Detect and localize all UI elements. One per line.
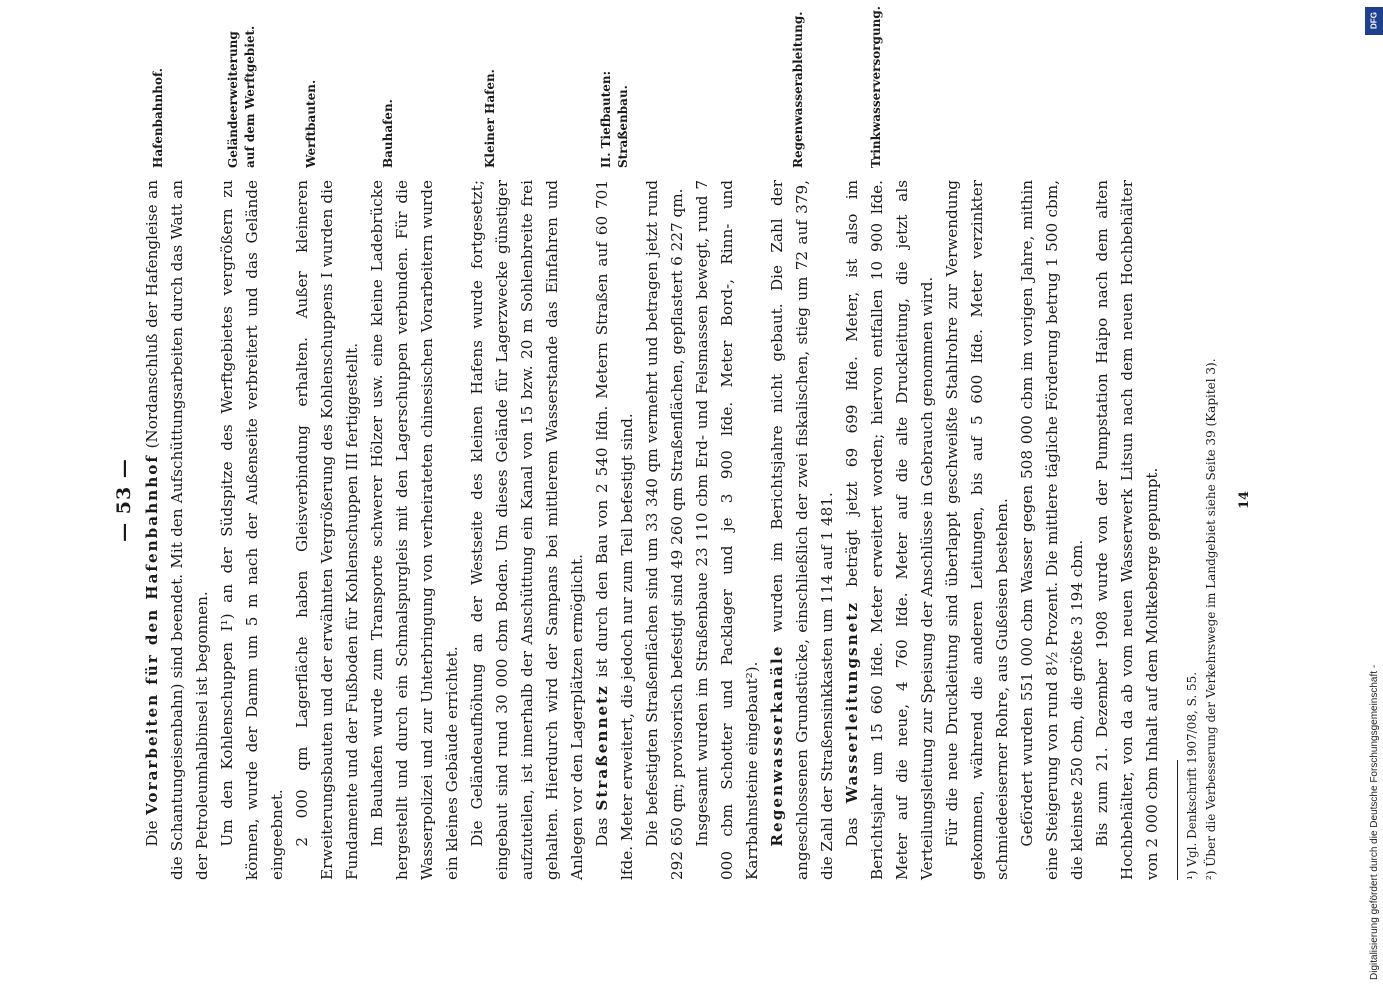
- sheet-number: 14: [1237, 490, 1252, 510]
- paragraph-6: Die befestigten Straßenflächen sind um 33 340 qm vermehrt und betragen jetzt rund 292 650 qm; provisorisch befestigt sind 49 260 qm Straßenflächen, gepflastert 6 227 qm.: [643, 180, 686, 880]
- paragraph-2: 2 000 qm Lagerfläche haben Gleisverbindung erhalten. Außer kleineren Erweiterungsbauten und der erwähnten Vergrößerung des Kohlenschuppens I wurden die Fundamente und der Fußboden für Kohlenschuppen III fertiggestellt.: [293, 180, 361, 880]
- page-number: — 53 —: [113, 458, 135, 542]
- footnote-2: ²) Über die Verbesserung der Verkehrswege im Landgebiet siehe Seite 39 (Kapitel 3).: [1204, 358, 1218, 880]
- paragraph-10: Für die neue Druckleitung sind überlappt geschweißte Stahlrohre zur Verwendung gekommen, während die anderen Leitungen, bis auf 5 600 lfde. Meter verzinkter schmiedeeiserner Rohre, aus Gußeisen bestehen.: [943, 180, 1011, 880]
- spaced-term: Vorarbeiten für den Hafenbahnhof: [143, 454, 161, 815]
- sidenote-werftbauten: Werftbauten.: [304, 79, 318, 168]
- sidenote-bauhafen: Bauhafen.: [381, 99, 395, 168]
- paragraph-lead: Das: [593, 810, 611, 847]
- paragraph-1: Um den Kohlenschuppen I¹) an der Südspitze des Werftgebietes vergrößern zu können, wurde der Damm um 5 m nach der Außenseite verbreitert und das Gelände eingeebnet.: [218, 180, 286, 880]
- paragraph-lead: Die: [143, 814, 161, 847]
- paragraph-text: beträgt jetzt 69 699 lfde. Meter, ist also im Berichtsjahr um 15 660 lfde. Meter erweitert worden; hiervon entfallen 10 900 lfde. Meter auf die neue, 4 760 lfde. Meter auf die alte Druckleitung, die jetzt als Verteilungsleitung zur Speisung der Anschlüsse in Gebrauch genommen wird.: [843, 180, 936, 880]
- paragraph-lead: Das: [843, 803, 861, 847]
- paragraph-7: Insgesamt wurden im Straßenbaue 23 110 cbm Erd- und Felsmassen bewegt, rund 7 000 cbm Schotter und Packlager und je 3 900 lfde. Meter Bord-, Rinn- und Karrbahnsteine eingebaut²).: [693, 180, 761, 880]
- sidenote-kleiner-hafen: Kleiner Hafen.: [483, 69, 497, 168]
- paragraph-12: Bis zum 21. Dezember 1908 wurde von der Pumpstation Haipo nach dem alten Hochbehälter, von da ab vom neuen Wasserwerk Litsun nach dem neuen Hochbehälter von 2 000 cbm Inhalt auf dem Moltkeberge gepumpt.: [1093, 180, 1161, 880]
- spaced-term: Wasserleitungsnetz: [843, 601, 861, 804]
- dfg-logo: [1365, 7, 1383, 35]
- paragraph-text: ist durch den Bau von 2 540 lfdn. Metern Straßen auf 60 701 lfde. Meter erweitert, die jedoch nur zum Teil befestigt sind.: [593, 180, 636, 880]
- paragraph-11: Gefördert wurden 551 000 cbm Wasser gegen 508 000 cbm im vorigen Jahre, mithin eine Steigerung von rund 8½ Prozent. Die mittlere tägliche Förderung betrug 1 500 cbm, die kleinste 250 cbm, die größte 3 194 cbm.: [1018, 180, 1086, 880]
- credit-text: Digitalisierung gefördert durch die Deutsche Forschungsgemeinschaft -: [1369, 664, 1380, 980]
- sidenote-trinkwasser: Trinkwasserversorgung.: [869, 6, 883, 168]
- spaced-term: Regenwasserkanäle: [768, 644, 786, 847]
- paragraph-text: (Nordanschluß der Hafengleise an die Schantungeisenbahn) sind beendet. Mit den Aufschüttungsarbeiten durch das Watt an der Petroleumhalbinsel ist begonnen.: [143, 180, 211, 880]
- paragraph-3: Im Bauhafen wurde zum Transporte schwerer Hölzer usw. eine kleine Ladebrücke hergestellt und durch ein Schmalspurgleis mit den Lagerschuppen verbunden. Für die Wasserpolizei und zur Unterbringung von verheirateten chinesischen Vorarbeitern wurde ein kleines Gebäude errichtet.: [368, 180, 461, 880]
- paragraph-4: Die Geländeaufhöhung an der Westseite des kleinen Hafens wurde fortgesetzt; eingebaut sind rund 30 000 cbm Boden. Um dieses Gelände für Lagerzwecke günstiger aufzuteilen, ist innerhalb der Anschüttung ein Kanal von 15 bzw. 20 m Sohlenbreite frei gehalten. Hierdurch wird der Sampans bei mittlerem Wasserstande das Einfahren und Anlegen vor den Lagerplätzen ermöglicht.: [468, 180, 586, 880]
- sidenote-regenwasser: Regenwasserableitung.: [791, 11, 805, 168]
- footnote-1: ¹) Vgl. Denkschrift 1907/08, S. 55.: [1185, 671, 1199, 880]
- digitization-credit: [1365, 40, 1383, 1000]
- sidenote-hafenbahnhof: Hafenbahnhof.: [151, 68, 165, 168]
- sidenote-gelaende: Geländeerweiterung auf dem Werftgebiet.: [226, 25, 257, 168]
- dfg-logo-text: DFG: [1369, 12, 1379, 29]
- spaced-term: Straßennetz: [593, 684, 611, 811]
- paragraph-text: wurden im Berichtsjahre nicht gebaut. Die Zahl der angeschlossenen Grundstücke, einschließlich der zwei fiskalischen, stieg um 72 auf 379, die Zahl der Straßensinkkasten um 114 auf 1 481.: [768, 180, 836, 880]
- sidenote-tiefbauten: II. Tiefbauten: Straßenbau.: [599, 70, 630, 168]
